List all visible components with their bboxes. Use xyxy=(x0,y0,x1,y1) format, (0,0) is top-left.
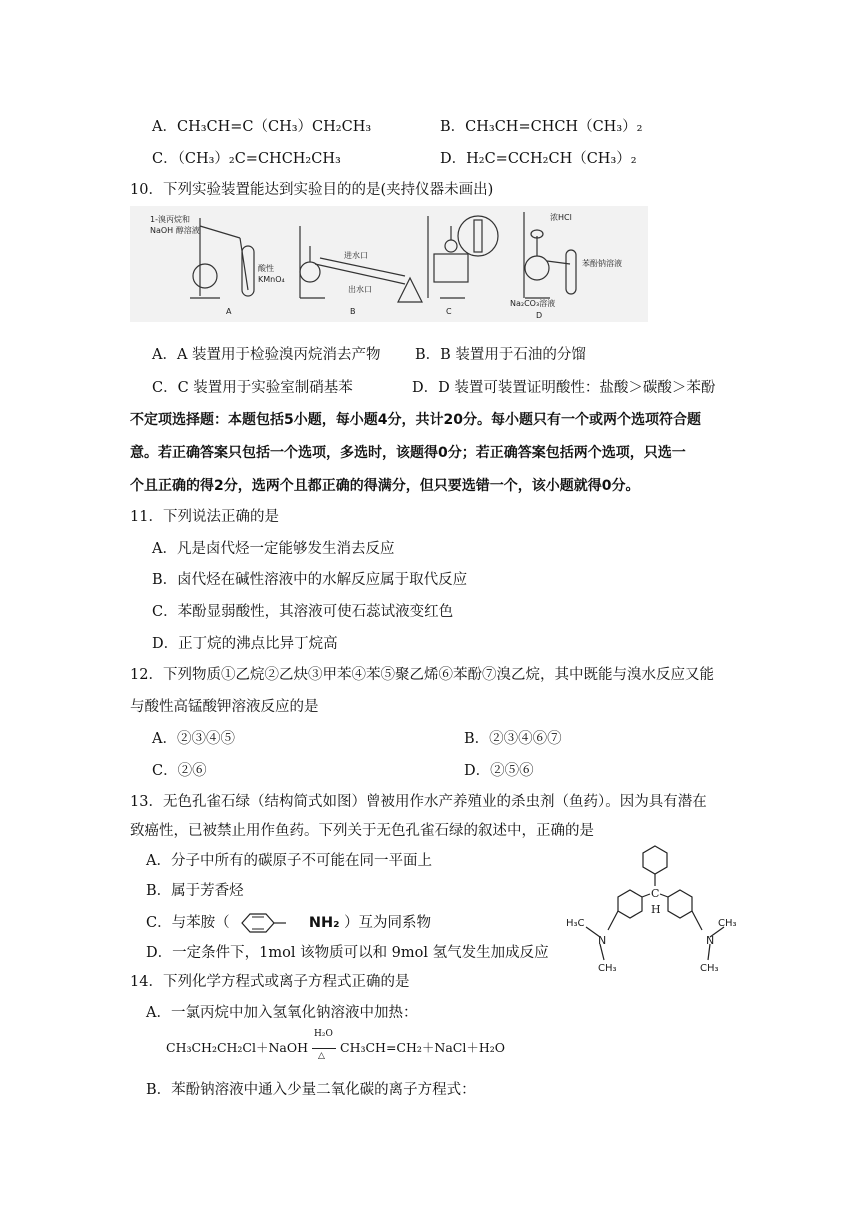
apparatus-drawing xyxy=(130,206,648,322)
caption-a: A xyxy=(226,307,232,316)
struct-n-right: N xyxy=(706,934,715,947)
struct-h3c-left: H₃C xyxy=(566,918,585,929)
label-acidic: 酸性 xyxy=(258,264,274,273)
q13-option-d: D．一定条件下，1mol 该物质可以和 9mol 氢气发生加成反应 xyxy=(146,945,549,961)
q10-apparatus-figure xyxy=(130,206,648,322)
q13-c-suffix: ）互为同系物 xyxy=(344,915,432,931)
q13-option-a: A．分子中所有的碳原子不可能在同一平面上 xyxy=(146,853,432,869)
structure-drawing xyxy=(560,842,750,977)
q11-option-a: A．凡是卤代烃一定能够发生消去反应 xyxy=(152,541,395,557)
instructions-line-2: 意。若正确答案只包括一个选项，多选时，该题得0分；若正确答案包括两个选项，只选一 xyxy=(130,445,686,461)
q13-stem-1: 13．无色孔雀石绿（结构简式如图）曾被用作水产养殖业的杀虫剂（鱼药）。因为具有潜在 xyxy=(130,794,707,810)
q10-option-c: C．C 装置用于实验室制硝基苯 xyxy=(152,380,353,396)
q12-option-b: B．②③④⑥⑦ xyxy=(464,731,562,747)
eq-cond-water: H₂O xyxy=(314,1029,333,1039)
q14-option-b: B．苯酚钠溶液中通入少量二氧化碳的离子方程式： xyxy=(146,1082,476,1098)
q14-option-a: A．一氯丙烷中加入氢氧化钠溶液中加热： xyxy=(146,1005,418,1021)
struct-c: C xyxy=(651,887,660,900)
q13-c-prefix: C．与苯胺（ xyxy=(146,915,230,931)
q13-option-c xyxy=(146,911,431,935)
q12-option-a: A．②③④⑤ xyxy=(152,731,235,747)
struct-ch3-right-top: CH₃ xyxy=(718,918,737,929)
eq-condition xyxy=(312,1029,336,1061)
caption-b: B xyxy=(350,307,356,316)
aniline-benzene-icon xyxy=(234,911,304,935)
q13-stem-2: 致癌性，已被禁止用作鱼药。下列关于无色孔雀石绿的叙述中，正确的是 xyxy=(130,823,594,839)
struct-ch3-right-bottom: CH₃ xyxy=(700,963,719,974)
q9-option-d: D．H₂C=CCH₂CH（CH₃）₂ xyxy=(440,151,637,167)
label-water-outlet: 出水口 xyxy=(348,285,372,294)
label-kmno4: KMnO₄ xyxy=(258,275,285,284)
struct-n-left: N xyxy=(598,934,607,947)
eq-products: CH₃CH=CH₂＋NaCl＋H₂O xyxy=(340,1040,506,1055)
struct-ch3-left: CH₃ xyxy=(598,963,617,974)
instructions-line-1: 不定项选择题：本题包括5小题，每小题4分，共计20分。每小题只有一个或两个选项符合题 xyxy=(130,412,701,428)
q11-option-c: C．苯酚显弱酸性，其溶液可使石蕊试液变红色 xyxy=(152,604,454,620)
label-water-inlet: 进水口 xyxy=(344,251,368,260)
q10-option-a: A．A 装置用于检验溴丙烷消去产物 xyxy=(152,347,381,363)
q10-option-b: B．B 装置用于石油的分馏 xyxy=(415,347,586,363)
label-na2co3: Na₂CO₃溶液 xyxy=(510,299,556,308)
label-sodium-phenoxide: 苯酚钠溶液 xyxy=(582,259,622,268)
malachite-green-structure xyxy=(560,842,750,977)
q11-option-b: B．卤代烃在碱性溶液中的水解反应属于取代反应 xyxy=(152,572,468,588)
q12-option-d: D．②⑤⑥ xyxy=(464,763,534,779)
q12-stem-2: 与酸性高锰酸钾溶液反应的是 xyxy=(130,699,319,715)
label-naoh-alcohol: NaOH 醇溶液 xyxy=(150,226,200,235)
eq-reactants: CH₃CH₂CH₂Cl＋NaOH xyxy=(166,1040,309,1055)
q13-option-b: B．属于芳香烃 xyxy=(146,883,244,899)
q12-option-c: C．②⑥ xyxy=(152,763,207,779)
q9-option-b: B．CH₃CH=CHCH（CH₃）₂ xyxy=(440,119,643,135)
eq-cond-heat: △ xyxy=(318,1051,325,1061)
struct-h: H xyxy=(651,903,661,916)
q12-stem-1: 12．下列物质①乙烷②乙炔③甲苯④苯⑤聚乙烯⑥苯酚⑦溴乙烷，其中既能与溴水反应又能 xyxy=(130,667,714,683)
instructions-line-3: 个且正确的得2分，选两个且都正确的得满分，但只要选错一个，该小题就得0分。 xyxy=(130,478,640,494)
caption-c: C xyxy=(446,307,452,316)
q11-stem: 11．下列说法正确的是 xyxy=(130,509,279,525)
q14-equation xyxy=(166,1029,506,1061)
q11-option-d: D．正丁烷的沸点比异丁烷高 xyxy=(152,636,338,652)
q10-stem: 10．下列实验装置能达到实验目的的是(夹持仪器未画出) xyxy=(130,182,494,198)
label-1-bromopropane: 1-溴丙烷和 xyxy=(150,215,190,224)
caption-d: D xyxy=(536,311,543,320)
q13-c-nh2: NH₂ xyxy=(308,915,340,931)
q10-option-d: D．D 装置可装置证明酸性：盐酸＞碳酸＞苯酚 xyxy=(412,380,716,396)
q14-stem: 14．下列化学方程式或离子方程式正确的是 xyxy=(130,974,410,990)
q9-option-c: C．（CH₃）₂C=CHCH₂CH₃ xyxy=(152,151,341,167)
label-conc-hcl: 浓HCl xyxy=(550,213,572,222)
q9-option-a: A．CH₃CH=C（CH₃）CH₂CH₃ xyxy=(152,119,372,135)
